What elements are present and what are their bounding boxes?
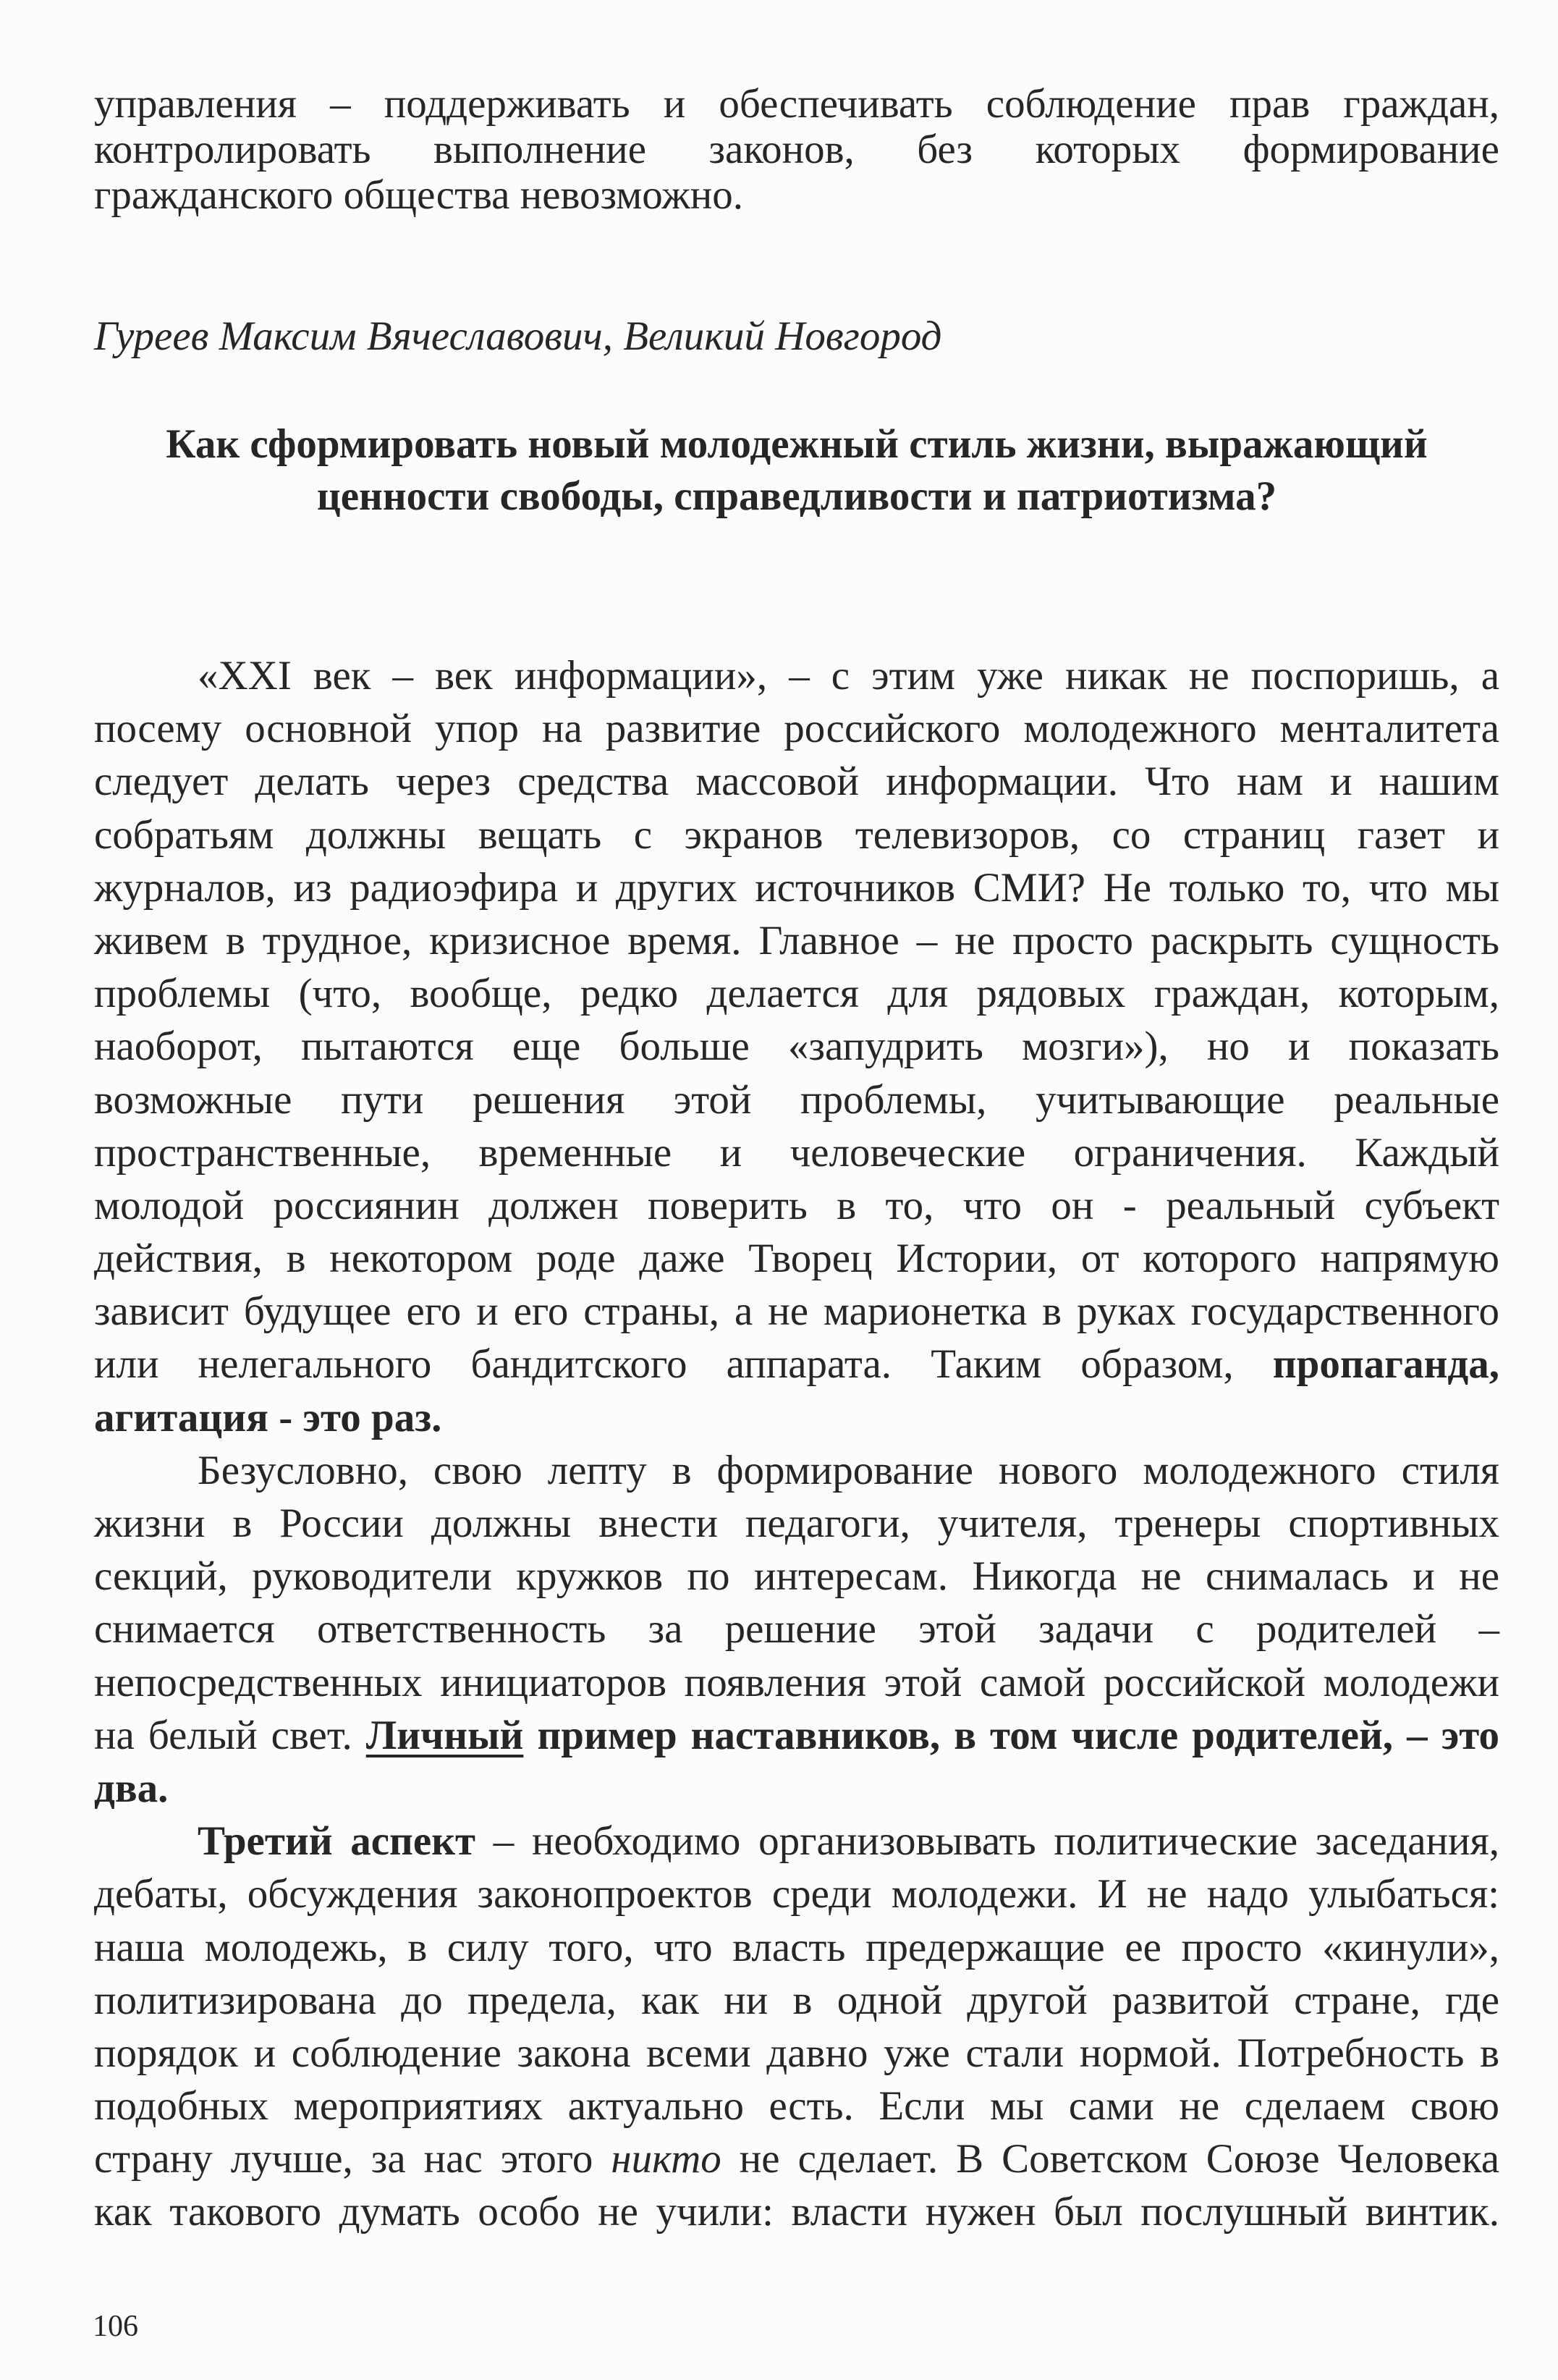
emphasized-text: пример наставников, в том числе родителей, – это (523, 1712, 1499, 1758)
text-segment: как такового думать особо не учили: власти нужен был послушный винтик. (94, 2189, 1499, 2235)
text-line (94, 1126, 1499, 1179)
text-segment: страну лучше, за нас этого (94, 2136, 611, 2182)
text-line (94, 1603, 1499, 1655)
text-segment: секций, руководители кружков по интересам. Никогда не снималась и не (94, 1553, 1499, 1600)
emphasized-text: пропаганда, (1272, 1341, 1499, 1388)
text-line (94, 2185, 1499, 2238)
text-segment: следует делать через средства массовой информации. Что нам и нашим (94, 759, 1499, 805)
text-segment: непосредственных инициаторов появления этой самой российской молодежи (94, 1659, 1499, 1705)
text-segment: жизни в России должны внести педагоги, учителя, тренеры спортивных (94, 1501, 1499, 1546)
text-segment: Безусловно, свою лепту в формирование нового молодежного стиля (198, 1447, 1499, 1493)
text-segment: собратьям должны вещать с экранов телевизоров, со страниц газет и (94, 811, 1499, 858)
text-segment: контролировать выполнение законов, без которых формирование (94, 127, 1499, 172)
text-line (94, 1391, 1499, 1444)
text-line (94, 914, 1499, 967)
text-line (94, 1921, 1499, 1974)
text-line (94, 1656, 1499, 1709)
text-segment: управления – поддерживать и обеспечивать соблюдение прав граждан, (94, 81, 1499, 127)
emphasized-text: никто (611, 2136, 721, 2182)
text-line (94, 1762, 1499, 1815)
text-line (94, 1338, 1499, 1391)
article-body (94, 649, 1499, 2239)
title-line-1: Как сформировать новый молодежный стиль жизни, выражающий (166, 421, 1428, 467)
emphasized-text: Третий аспект (198, 1818, 476, 1865)
text-line (94, 1868, 1499, 1920)
text-segment: пространственные, временные и человеческие ограничения. Каждый (94, 1129, 1499, 1176)
text-line (94, 81, 1499, 127)
text-segment: проблемы (что, вообще, редко делается для рядовых граждан, которым, (94, 971, 1499, 1017)
text-line (94, 809, 1499, 861)
text-segment: порядок и соблюдение закона всеми давно уже стали нормой. Потребность в (94, 2030, 1499, 2076)
text-segment: наша молодежь, в силу того, что власть предержащие ее просто «кинули», (94, 1924, 1499, 1970)
text-segment: журналов, из радиоэфира и других источников СМИ? Не только то, что мы (94, 864, 1499, 911)
author-line: Гуреев Максим Вячеславович, Великий Новгород (94, 313, 942, 359)
text-line (94, 1020, 1499, 1073)
text-line (94, 861, 1499, 914)
text-segment: на белый свет. (94, 1712, 366, 1758)
text-line (94, 1285, 1499, 1338)
text-line (94, 2132, 1499, 2185)
emphasized-text: агитация - это раз. (94, 1394, 442, 1440)
text-line (94, 1974, 1499, 2027)
text-line (94, 649, 1499, 702)
emphasized-text: два. (94, 1765, 169, 1811)
text-line (94, 755, 1499, 808)
text-segment: или нелегального бандитского аппарата. Таким образом, (94, 1341, 1273, 1388)
text-segment: зависит будущее его и его страны, а не марионетка в руках государственного (94, 1288, 1499, 1335)
text-segment: посему основной упор на развитие российского молодежного менталитета (94, 706, 1499, 752)
text-line (94, 127, 1499, 172)
text-segment: подобных мероприятиях актуально есть. Если мы сами не сделаем свою (94, 2083, 1499, 2130)
text-segment: политизирована до предела, как ни в одной другой развитой стране, где (94, 1977, 1499, 2023)
text-segment: «XXI век – век информации», – с этим уже никак не поспоришь, а (198, 653, 1499, 699)
text-segment: дебаты, обсуждения законопроектов среди молодежи. И не надо улыбаться: (94, 1871, 1499, 1917)
text-segment: не сделает. В Советском Союзе Человека (721, 2136, 1499, 2182)
text-line (94, 1232, 1499, 1285)
text-segment: возможные пути решения этой проблемы, учитывающие реальные (94, 1076, 1499, 1123)
article-title (94, 418, 1499, 523)
text-segment: снимается ответственность за решение этой задачи с родителей – (94, 1606, 1499, 1653)
text-line (94, 702, 1499, 755)
title-line-2: ценности свободы, справедливости и патриотизма? (316, 473, 1277, 519)
emphasized-text: Личный (365, 1712, 524, 1758)
text-line (94, 1444, 1499, 1497)
text-line (94, 2027, 1499, 2080)
text-segment: наоборот, пытаются еще больше «запудрить мозги»), но и показать (94, 1024, 1499, 1070)
text-segment: действия, в некотором роде даже Творец Истории, от которого напрямую (94, 1236, 1499, 1282)
text-segment: гражданского общества невозможно. (94, 172, 744, 218)
text-line (94, 1179, 1499, 1232)
text-segment: молодой россиянин должен поверить в то, что он - реальный субъект (94, 1182, 1499, 1228)
text-line (94, 172, 1499, 218)
text-line (94, 967, 1499, 1020)
text-line (94, 1815, 1499, 1868)
intro-paragraph (94, 81, 1499, 218)
text-line (94, 1709, 1499, 1762)
text-line (94, 2080, 1499, 2132)
text-segment: – необходимо организовывать политические заседания, (475, 1818, 1500, 1865)
page-number: 106 (93, 2310, 138, 2343)
text-line (94, 1550, 1499, 1603)
text-line (94, 1497, 1499, 1550)
text-line (94, 1073, 1499, 1126)
text-segment: живем в трудное, кризисное время. Главное – не просто раскрыть сущность (94, 917, 1499, 963)
